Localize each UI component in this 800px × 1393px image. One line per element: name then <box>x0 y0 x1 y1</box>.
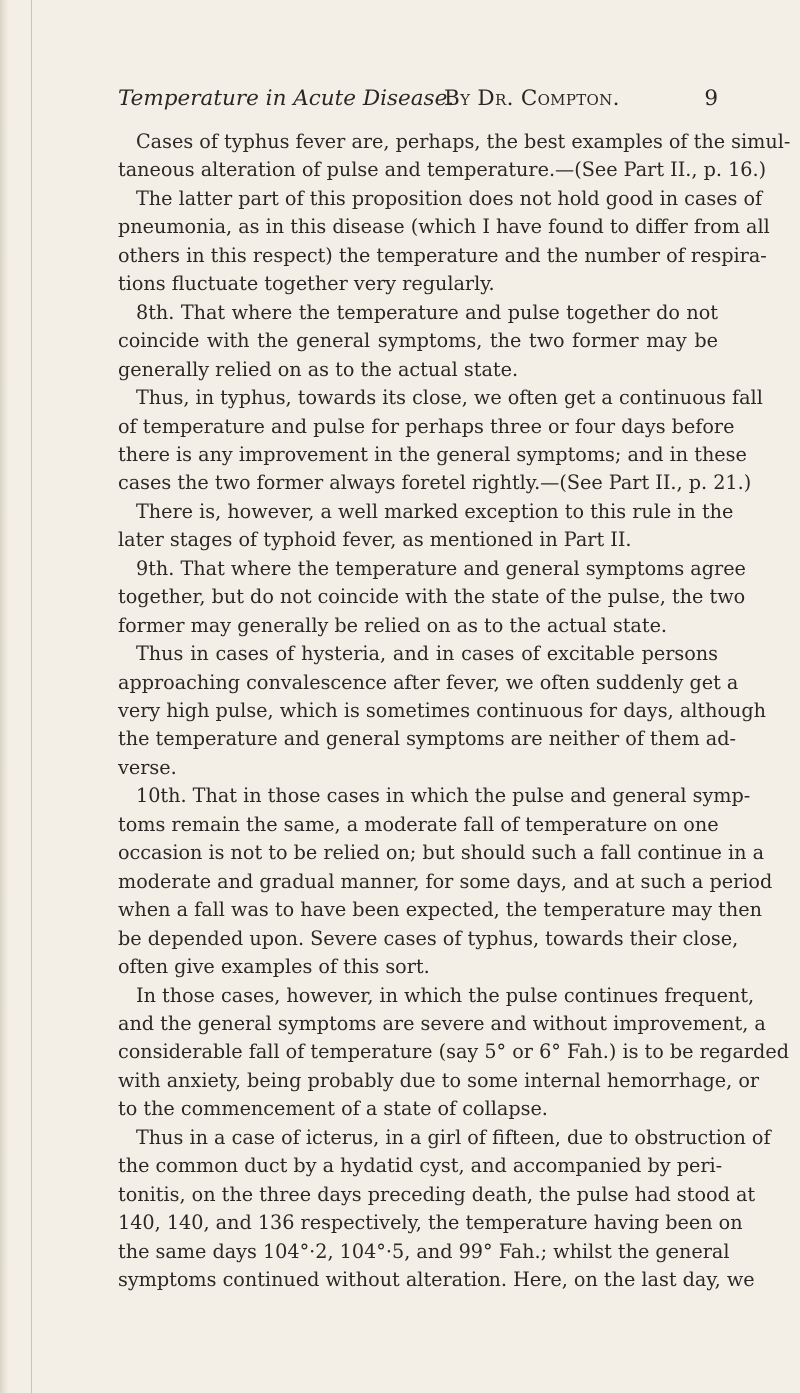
text-line: moderate and gradual manner, for some days, and at such a period <box>118 869 773 893</box>
page-edge-shadow <box>0 0 9 1393</box>
running-head <box>118 86 718 118</box>
text-line: approaching convalescence after fever, we often suddenly get a <box>118 670 739 694</box>
text-line: Thus, in typhus, towards its close, we often get a continuous fall <box>136 386 763 410</box>
text-line: 140, 140, and 136 respectively, the temperature having been on <box>118 1211 743 1235</box>
text-line: others in this respect) the temperature and the number of respira- <box>118 243 767 267</box>
text-line: the temperature and general symptoms are neither of them ad- <box>118 727 736 751</box>
text-line: 10th. That in those cases in which the pulse and general symp- <box>136 784 751 808</box>
text-line: when a fall was to have been expected, the temperature may then <box>118 898 762 922</box>
text-line: symptoms continued without alteration. Here, on the last day, we <box>118 1268 755 1291</box>
text-line: generally relied on as to the actual state. <box>118 357 519 381</box>
text-line: 9th. That where the temperature and general symptoms agree <box>136 556 746 580</box>
text-line: there is any improvement in the general symptoms; and in these <box>118 442 747 466</box>
page-edge-line <box>31 0 32 1393</box>
text-line: often give examples of this sort. <box>118 955 430 978</box>
text-line: tions fluctuate together very regularly. <box>118 272 495 296</box>
text-line: occasion is not to be relied on; but should such a fall continue in a <box>118 841 765 865</box>
text-line: tonitis, on the three days preceding death, the pulse had stood at <box>118 1182 756 1206</box>
text-line: In those cases, however, in which the pulse continues frequent, <box>136 983 755 1007</box>
text-line: the common duct by a hydatid cyst, and accompanied by peri- <box>118 1154 723 1178</box>
text-line: with anxiety, being probably due to some internal hemorrhage, or <box>118 1068 760 1092</box>
text-line: cases the two former always foretel rightly.—(See Part II., p. 21.) <box>118 471 752 495</box>
text-line: 8th. That where the temperature and pulse together do not <box>136 300 718 324</box>
page-number: 9 <box>704 86 718 111</box>
text-line: very high pulse, which is sometimes continuous for days, although <box>118 699 767 722</box>
text-line: taneous alteration of pulse and temperature.—(See Part II., p. 16.) <box>118 158 767 182</box>
running-head-author: By Dr. Compton. <box>444 86 620 111</box>
text-line: to the commencement of a state of collapse. <box>118 1097 548 1121</box>
text-line: and the general symptoms are severe and without improvement, a <box>118 1011 766 1035</box>
text-line: former may generally be relied on as to the actual state. <box>118 613 668 637</box>
text-line: Thus in cases of hysteria, and in cases of excitable persons <box>136 642 718 666</box>
text-line: of temperature and pulse for perhaps three or four days before <box>118 414 735 438</box>
text-line: the same days 104°·2, 104°·5, and 99° Fah.; whilst the general <box>118 1239 730 1263</box>
text-line: The latter part of this proposition does not hold good in cases of <box>136 186 763 210</box>
text-line: together, but do not coincide with the state of the pulse, the two <box>118 585 746 609</box>
text-line: pneumonia, as in this disease (which I have found to differ from all <box>118 215 770 239</box>
text-line: There is, however, a well marked exception to this rule in the <box>136 499 734 523</box>
text-line: considerable fall of temperature (say 5° or 6° Fah.) is to be regarded <box>118 1040 789 1064</box>
text-line: Cases of typhus fever are, perhaps, the best examples of the simul- <box>136 130 791 153</box>
text-line: later stages of typhoid fever, as mentioned in Part II. <box>118 528 632 552</box>
text-line: toms remain the same, a moderate fall of temperature on one <box>118 812 719 836</box>
text-line: Thus in a case of icterus, in a girl of fifteen, due to obstruction of <box>136 1125 771 1149</box>
text-line: coincide with the general symptoms, the two former may be <box>118 329 718 353</box>
text-line: be depended upon. Severe cases of typhus, towards their close, <box>118 926 739 950</box>
running-head-title: Temperature in Acute Disease. <box>118 86 455 111</box>
text-line: verse. <box>118 755 177 779</box>
